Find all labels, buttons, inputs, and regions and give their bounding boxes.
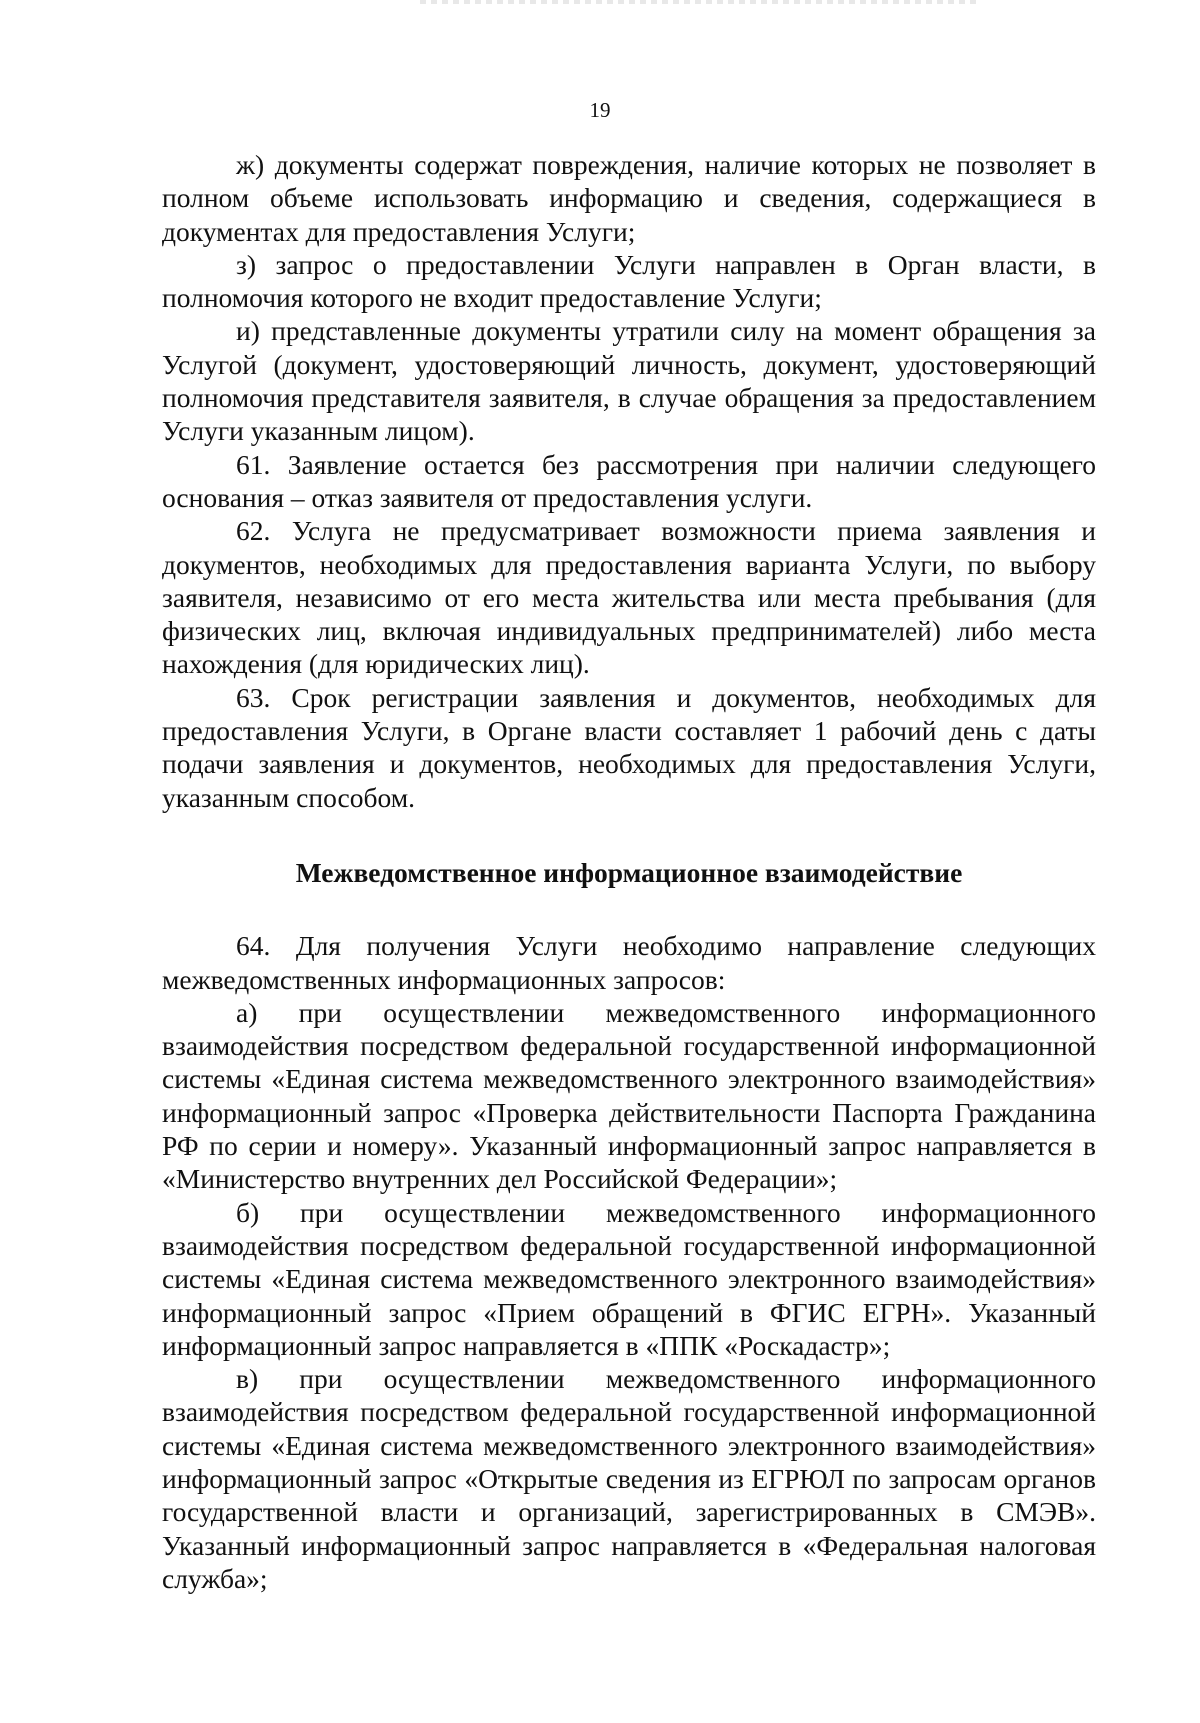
paragraph-item-i: и) представленные документы утратили силу на момент обращения за Услугой (документ, удостоверяющий личность, документ, удостоверяющий полномочия представителя заявителя, в случае обращения за предоставлением Услуги указанным лицом). bbox=[162, 315, 1096, 447]
paragraph-item-a: а) при осуществлении межведомственного информационного взаимодействия посредством федеральной государственной информационной системы «Единая система межведомственного электронного взаимодействия» информационный запрос «Проверка действительности Паспорта Гражданина РФ по серии и номеру». Указанный информационный запрос направляется в «Министерство внутренних дел Российской Федерации»; bbox=[162, 996, 1096, 1195]
paragraph-item-v: в) при осуществлении межведомственного информационного взаимодействия посредством федеральной государственной информационной системы «Единая система межведомственного электронного взаимодействия» информационный запрос «Открытые сведения из ЕГРЮЛ по запросам органов государственной власти и организаций, зарегистрированных в СМЭВ». Указанный информационный запрос направляется в «Федеральная налоговая служба»; bbox=[162, 1363, 1096, 1594]
paragraph-64: 64. Для получения Услуги необходимо направление следующих межведомственных информационных запросов: bbox=[162, 930, 1096, 995]
document-body bbox=[162, 148, 1096, 1595]
section-heading: Межведомственное информационное взаимодействие bbox=[295, 856, 963, 888]
paragraph-62: 62. Услуга не предусматривает возможности приема заявления и документов, необходимых для предоставления варианта Услуги, по выбору заявителя, независимо от его места жительства или места пребывания (для физических лиц, включая индивидуальных предпринимателей) либо места нахождения (для юридических лиц). bbox=[162, 515, 1096, 680]
paragraph-61: 61. Заявление остается без рассмотрения при наличии следующего основания – отказ заявителя от предоставления услуги. bbox=[162, 448, 1096, 513]
page-number: 19 bbox=[589, 98, 611, 122]
paragraph-63: 63. Срок регистрации заявления и документов, необходимых для предоставления Услуги, в Органе власти составляет 1 рабочий день с даты подачи заявления и документов, необходимых для предоставления Услуги, указанным способом. bbox=[162, 681, 1096, 813]
scan-artifact bbox=[420, 0, 980, 4]
paragraph-item-zh: ж) документы содержат повреждения, наличие которых не позволяет в полном объеме использовать информацию и сведения, содержащиеся в документах для предоставления Услуги; bbox=[162, 149, 1096, 247]
paragraph-item-b: б) при осуществлении межведомственного информационного взаимодействия посредством федеральной государственной информационной системы «Единая система межведомственного электронного взаимодействия» информационный запрос «Прием обращений в ФГИС ЕГРН». Указанный информационный запрос направляется в «ППК «Роскадастр»; bbox=[162, 1196, 1096, 1361]
paragraph-item-z: з) запрос о предоставлении Услуги направлен в Орган власти, в полномочия которого не входит предоставление Услуги; bbox=[162, 248, 1096, 314]
